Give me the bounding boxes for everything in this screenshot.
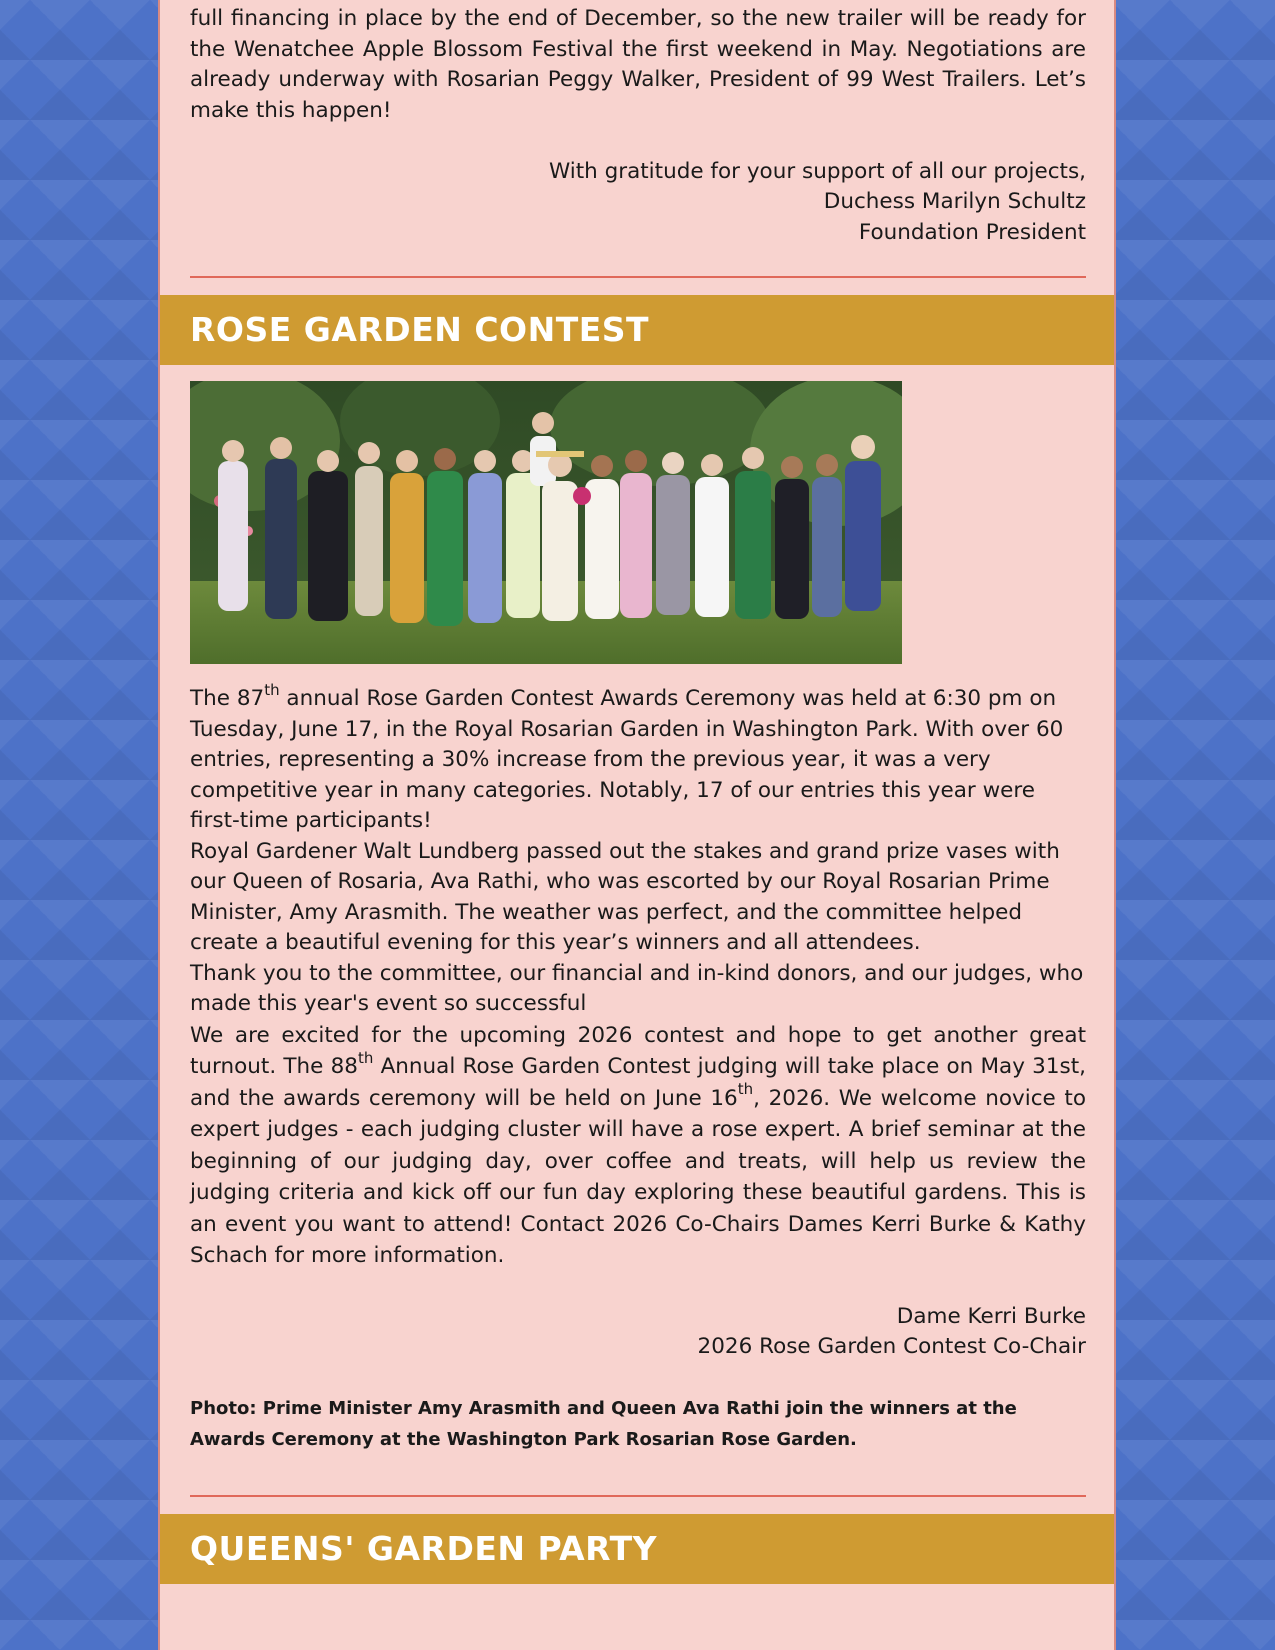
intro-signer-name: Duchess Marilyn Schultz	[823, 189, 1086, 214]
rose-garden-article	[190, 680, 1087, 1455]
section-divider	[190, 276, 1086, 278]
article-signer-name: Dame Kerri Burke	[896, 1303, 1086, 1329]
photo-caption: Photo: Prime Minister Amy Arasmith and Queen Ava Rathi join the winners at the Awards Ceremony at the Washington Park Rosarian Rose Garden.	[190, 1397, 1017, 1450]
article-paragraph-4: We are excited for the upcoming 2026 contest and hope to get another great turnout. The 88th Annual Rose Garden Contest judging will take place on May 31st, and the awards ceremony will be held on June 16th, 2026. We welcome novice to expert judges - each judging cluster will have a rose expert. A brief seminar at the beginning of our judging day, over coffee and treats, will help us review the judging criteria and kick off our fun day exploring these beautiful gardens. This is an event you want to attend! Contact 2026 Co-Chairs Dames Kerri Burke & Kathy Schach for more information.	[190, 1022, 1087, 1268]
article-paragraph-1: The 87th annual Rose Garden Contest Awards Ceremony was held at 6:30 pm on Tuesday, June 17, in the Royal Rosarian Garden in Washington Park. With over 60 entries, representing a 30% increase from the previous year, it was a very competitive year in many categories. Notably, 17 of our entries this year were first-time participants!	[190, 680, 1064, 833]
section-divider	[190, 1495, 1086, 1497]
intro-paragraph: full financing in place by the end of December, so the new trailer will be ready for the Wenatchee Apple Blossom Festival the first weekend in May. Negotiations are already underway with Rosarian Peggy Walker, President of 99 West Trailers. Let’s make this happen!	[190, 6, 1086, 123]
article-paragraph-2: Royal Gardener Walt Lundberg passed out the stakes and grand prize vases with our Queen of Rosaria, Ava Rathi, who was escorted by our Royal Rosarian Prime Minister, Amy Arasmith. The weather was perfect, and the committee helped create a beautiful evening for this year’s winners and all attendees.	[190, 838, 1060, 955]
newsletter-panel	[158, 0, 1116, 1650]
intro-signer-title: Foundation President	[858, 219, 1086, 245]
intro-section	[190, 4, 1086, 248]
queens-garden-heading: QUEENS' GARDEN PARTY	[160, 1514, 1114, 1584]
awards-group-photo	[190, 381, 902, 664]
rose-garden-heading: ROSE GARDEN CONTEST	[160, 295, 1114, 365]
article-signer-title: 2026 Rose Garden Contest Co-Chair	[697, 1334, 1086, 1359]
intro-signoff: With gratitude for your support of all our projects,	[548, 158, 1086, 184]
article-paragraph-3: Thank you to the committee, our financial and in-kind donors, and our judges, who made this year's event so successful	[190, 960, 1084, 1016]
